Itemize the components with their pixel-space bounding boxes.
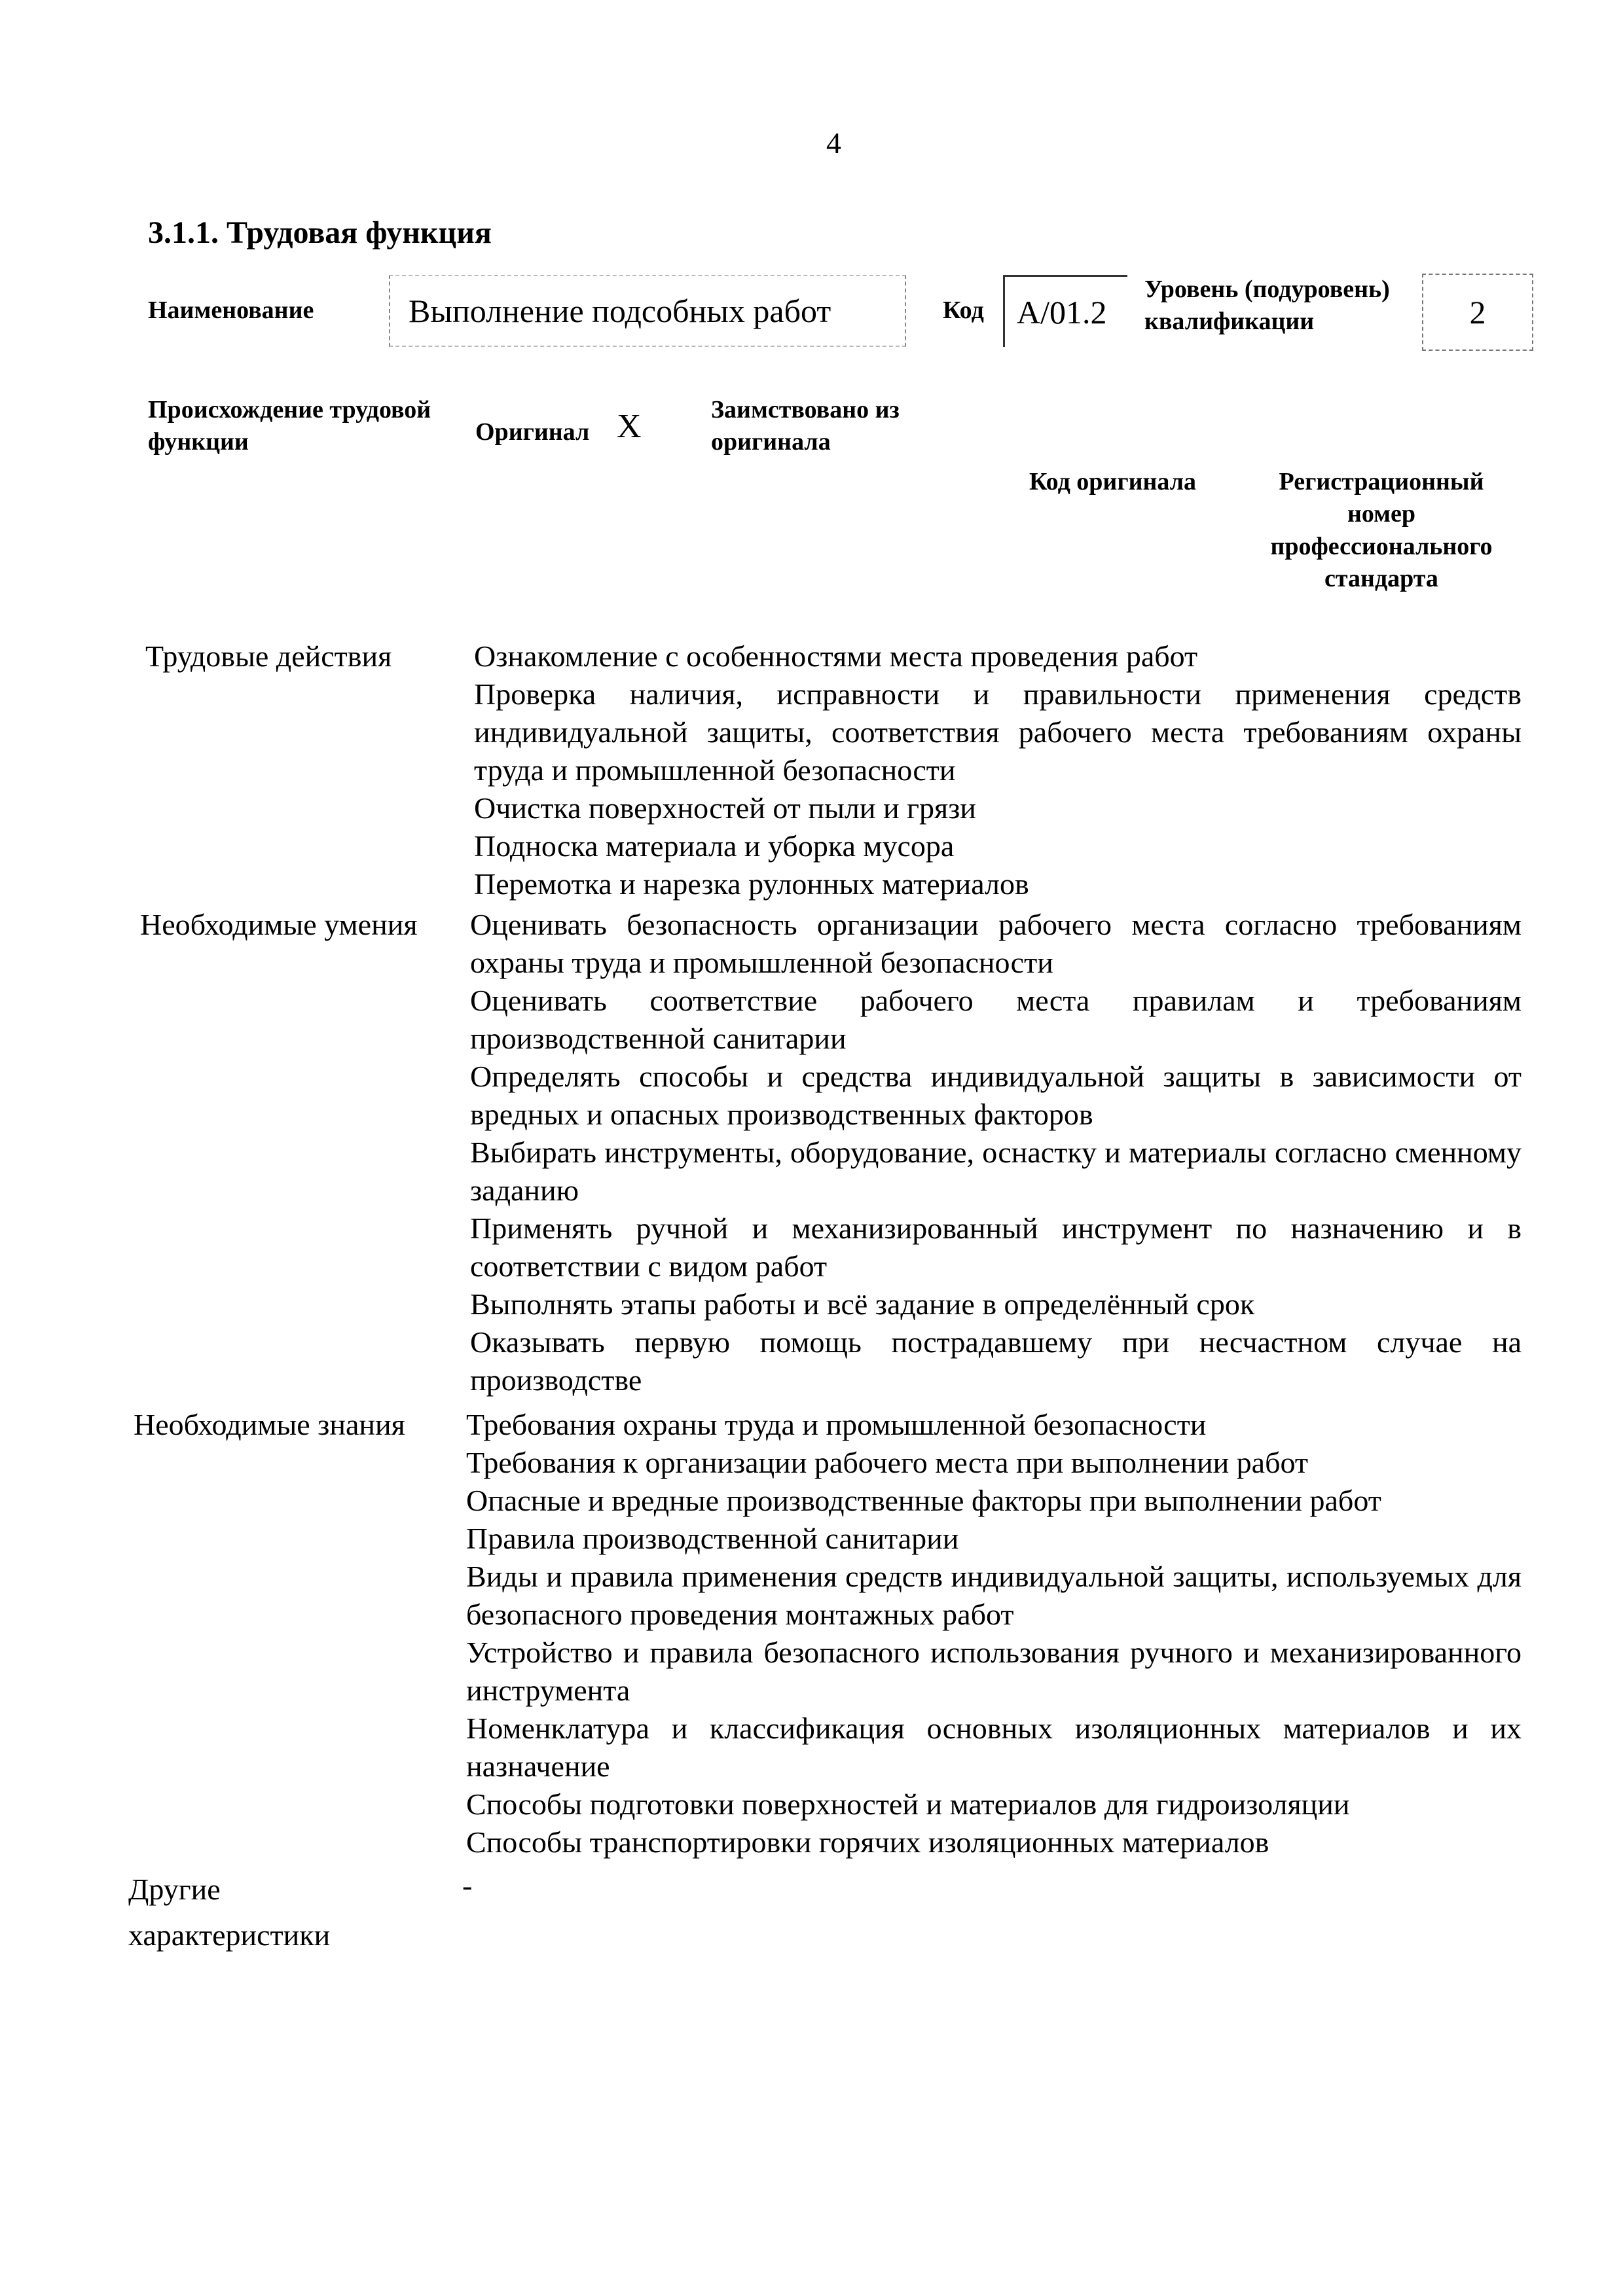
list-item: Оценивать безопасность организации рабочего места согласно требованиям охраны труда и промышленной безопасности: [470, 908, 1522, 979]
list-item: Номенклатура и классификация основных изоляционных материалов и их назначение: [466, 1712, 1522, 1783]
origin-label: Происхождение трудовой функции: [148, 396, 431, 456]
list-item: Виды и правила применения средств индивидуальной защиты, используемых для безопасного проведения монтажных работ: [466, 1560, 1522, 1631]
list-item: Способы транспортировки горячих изоляционных материалов: [466, 1825, 1269, 1859]
code-value: A/01.2: [1017, 293, 1107, 331]
knowledge-list: [466, 1406, 1522, 1861]
list-item: Выполнять этапы работы и всё задание в определённый срок: [470, 1287, 1255, 1321]
section-title: 3.1.1. Трудовая функция: [148, 215, 492, 250]
original-mark: X: [617, 408, 642, 445]
list-item: Требования к организации рабочего места при выполнении работ: [466, 1446, 1309, 1479]
code-label: Код: [943, 296, 984, 324]
reg-number-label: Регистрационный номер профессионального стандарта: [1270, 468, 1493, 593]
list-item: Перемотка и нарезка рулонных материалов: [474, 867, 1029, 901]
other-label: Другие характеристики: [128, 1873, 331, 1952]
list-item: Опасные и вредные производственные факторы при выполнении работ: [466, 1484, 1381, 1517]
level-field: [1422, 274, 1533, 351]
list-item: Проверка наличия, исправности и правильности применения средств индивидуальной защиты, соответствия рабочего места требованиям охраны труда и промышленной безопасности: [474, 677, 1522, 787]
list-item: Ознакомление с особенностями места проведения работ: [474, 639, 1198, 673]
name-label: Наименование: [148, 296, 314, 324]
list-item: Применять ручной и механизированный инструмент по назначению и в соответствии с видом работ: [470, 1211, 1522, 1283]
list-item: Устройство и правила безопасного использования ручного и механизированного инструмента: [466, 1636, 1522, 1707]
page-number: 4: [826, 126, 841, 160]
name-value: Выполнение подсобных работ: [409, 293, 831, 329]
list-item: Требования охраны труда и промышленной безопасности: [466, 1408, 1207, 1441]
list-item: Очистка поверхностей от пыли и грязи: [474, 791, 976, 825]
name-field: [389, 275, 906, 347]
list-item: Оказывать первую помощь пострадавшему при несчастном случае на производстве: [470, 1325, 1522, 1397]
borrowed-label: Заимствовано из оригинала: [711, 396, 900, 456]
code-field: [1003, 275, 1127, 347]
list-item: Правила производственной санитарии: [466, 1522, 959, 1555]
list-item: Подноска материала и уборка мусора: [474, 829, 955, 863]
list-item: Определять способы и средства индивидуальной защиты в зависимости от вредных и опасных производственных факторов: [470, 1060, 1522, 1131]
actions-label: Трудовые действия: [145, 639, 392, 673]
original-label: Оригинал: [475, 418, 590, 446]
level-value: 2: [1469, 294, 1486, 331]
other-value: -: [462, 1869, 473, 1902]
knowledge-label: Необходимые знания: [134, 1408, 405, 1441]
original-code-label: Код оригинала: [1029, 468, 1197, 495]
actions-list: [474, 637, 1522, 903]
skills-list: [470, 906, 1522, 1399]
level-label: Уровень (подуровень) квалификации: [1144, 276, 1390, 336]
list-item: Выбирать инструменты, оборудование, оснастку и материалы согласно сменному заданию: [470, 1136, 1522, 1207]
skills-label: Необходимые умения: [140, 908, 418, 941]
list-item: Оценивать соответствие рабочего места правилам и требованиям производственной санитарии: [470, 984, 1522, 1055]
list-item: Способы подготовки поверхностей и материалов для гидроизоляции: [466, 1787, 1350, 1821]
